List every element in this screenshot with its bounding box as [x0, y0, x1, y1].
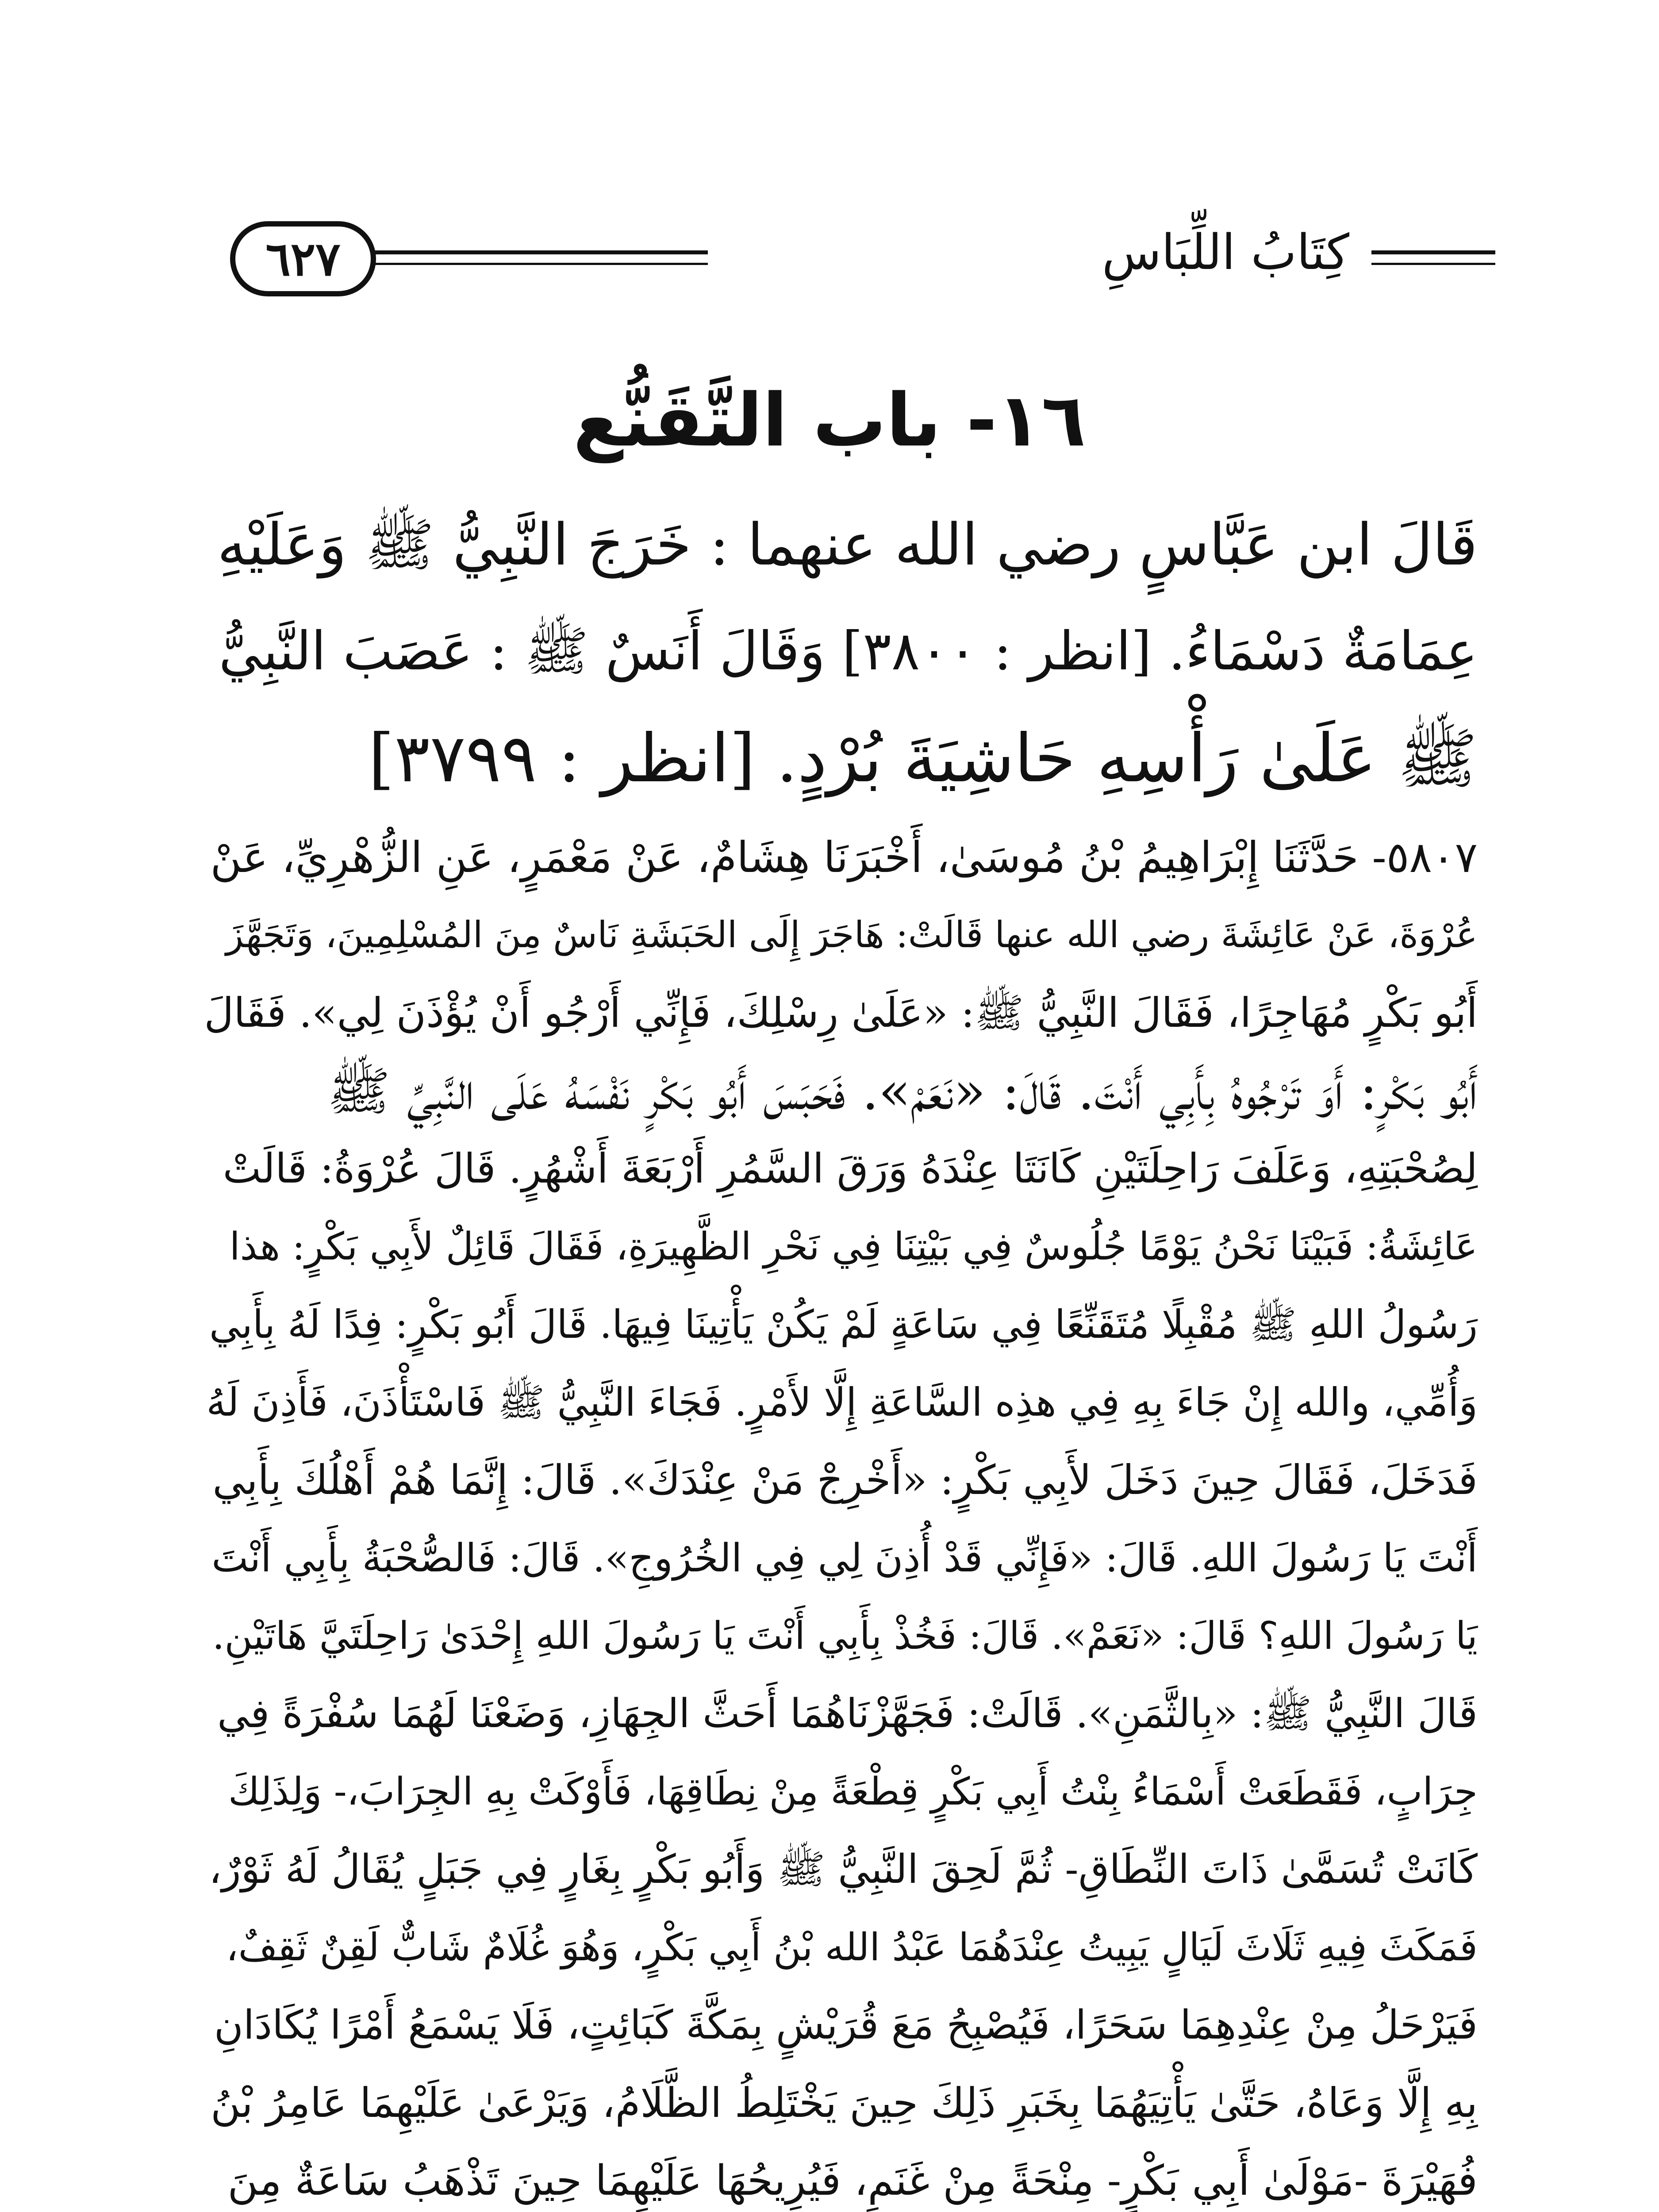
hadith-line: ٥٨٠٧- حَدَّثَنَا إِبْرَاهِيمُ بْنُ مُوسَىٰ، أَخْبَرَنَا هِشَامٌ، عَنْ مَعْمَرٍ، عَنِ الزُّهْرِيِّ، عَنْ	[210, 833, 1478, 882]
hadith-line: يَا رَسُولَ اللهِ؟ قَالَ: «نَعَمْ». قَالَ: فَخُذْ بِأَبِي أَنْتَ يَا رَسُولَ اللهِ إِحْدَىٰ رَاحِلَتَيَّ هَاتَيْنِ.	[212, 1614, 1478, 1658]
hadith-line: فُهَيْرَةَ -مَوْلَىٰ أَبِي بَكْرٍ- مِنْحَةً مِنْ غَنَمٍ، فَيُرِيحُهَا عَلَيْهِمَا حِينَ تَذْهَبُ سَاعَةٌ مِنَ	[227, 2157, 1478, 2205]
header-rule-right	[1371, 250, 1495, 254]
intro-paragraph	[204, 491, 1478, 812]
header-rule-right-thin	[1371, 263, 1495, 265]
hadith-line: جِرَابٍ، فَقَطَعَتْ أَسْمَاءُ بِنْتُ أَبِي بَكْرٍ قِطْعَةً مِنْ نِطَاقِهَا، فَأَوْكَتْ بِهِ الجِرَابَ،- وَلِذَلِكَ	[228, 1770, 1478, 1814]
page-number-badge	[230, 221, 376, 296]
page-number: ٦٢٧	[265, 231, 341, 286]
running-header	[186, 208, 1495, 323]
hadith-line: وَأُمِّي، والله إِنْ جَاءَ بِهِ فِي هذِه السَّاعَةِ إِلَّا لأَمْرٍ. فَجَاءَ النَّبِيُّ ﷺ فَاسْتَأْذَنَ، فَأَذِنَ لَهُ	[206, 1379, 1478, 1425]
hadith-line: كَانَتْ تُسَمَّىٰ ذَاتَ النِّطَاقِ- ثُمَّ لَحِقَ النَّبِيُّ ﷺ وَأَبُو بَكْرٍ بِغَارٍ فِي جَبَلٍ يُقَالُ لَهُ ثَوْرٌ،	[209, 1846, 1478, 1893]
hadith-line: فَمَكَثَ فِيهِ ثَلَاثَ لَيَالٍ يَبِيتُ عِنْدَهُمَا عَبْدُ الله بْنُ أَبِي بَكْرٍ، وَهُوَ غُلَامٌ شَابٌّ لَقِنٌ ثَقِفٌ،	[226, 1925, 1478, 1970]
book-title: كِتَابُ اللِّبَاسِ	[1102, 224, 1349, 280]
header-rule-left-thin	[319, 263, 708, 265]
hadith-paragraph	[204, 818, 1478, 2212]
header-rule-left	[319, 250, 708, 254]
hadith-line: عُرْوَةَ، عَنْ عَائِشَةَ رضي الله عنها قَالَتْ: هَاجَرَ إِلَى الحَبَشَةِ نَاسٌ مِنَ المُسْلِمِينَ، وَتَجَهَّزَ	[226, 914, 1478, 956]
intro-line: ﷺ عَلَىٰ رَأْسِهِ حَاشِيَةَ بُرْدٍ. [انظر : ٣٧٩٩]	[368, 720, 1478, 797]
hadith-line: لِصُحْبَتِهِ، وَعَلَفَ رَاحِلَتَيْنِ كَانَتَا عِنْدَهُ وَرَقَ السَّمُرِ أَرْبَعَةَ أَشْهُرٍ. قَالَ عُرْوَةُ: قَالَتْ	[223, 1145, 1478, 1192]
hadith-line: فَيَرْحَلُ مِنْ عِنْدِهِمَا سَحَرًا، فَيُصْبِحُ مَعَ قُرَيْشٍ بِمَكَّةَ كَبَائِتٍ، فَلَا يَسْمَعُ أَمْرًا يُكَادَانِ	[214, 2002, 1478, 2048]
hadith-line: أَبُو بَكْرٍ مُهَاجِرًا، فَقَالَ النَّبِيُّ ﷺ: «عَلَىٰ رِسْلِكَ، فَإِنِّي أَرْجُو أَنْ يُؤْذَنَ لِي». فَقَالَ	[204, 989, 1478, 1037]
hadith-line: أَبُو بَكْرٍ: أَوَ تَرْجُوهُ بِأَبِي أَنْتَ. قَالَ: «نَعَمْ». فَحَبَسَ أَبُو بَكْرٍ نَفْسَهُ عَلَى النَّبِيِّ ﷺ	[327, 1060, 1478, 1121]
hadith-line: فَدَخَلَ، فَقَالَ حِينَ دَخَلَ لأَبِي بَكْرٍ: «أَخْرِجْ مَنْ عِنْدَكَ». قَالَ: إِنَّمَا هُمْ أَهْلُكَ بِأَبِي	[212, 1456, 1478, 1504]
intro-line: قَالَ ابن عَبَّاسٍ رضي الله عنهما : خَرَجَ النَّبِيُّ ﷺ وَعَلَيْهِ	[217, 511, 1478, 578]
hadith-line: أَنْتَ يَا رَسُولَ اللهِ. قَالَ: «فَإِنِّي قَدْ أُذِنَ لِي فِي الخُرُوجِ». قَالَ: فَالصُّحْبَةُ بِأَبِي أَنْتَ	[211, 1535, 1478, 1581]
hadith-line: بِهِ إِلَّا وَعَاهُ، حَتَّىٰ يَأْتِيَهُمَا بِخَبَرِ ذَلِكَ حِينَ يَخْتَلِطُ الظَّلَامُ، وَيَرْعَىٰ عَلَيْهِمَا عَامِرُ بْنُ	[211, 2079, 1478, 2127]
intro-line: عِمَامَةٌ دَسْمَاءُ. [انظر : ٣٨٠٠] وَقَالَ أَنَسٌ ﷺ : عَصَبَ النَّبِيُّ	[219, 621, 1478, 682]
hadith-line: عَائِشَةُ: فَبَيْنَا نَحْنُ يَوْمًا جُلُوسٌ فِي بَيْتِنَا فِي نَحْرِ الظَّهِيرَةِ، فَقَالَ قَائِلٌ لأَبِي بَكْرٍ: هذا	[229, 1225, 1478, 1269]
hadith-line: رَسُولُ اللهِ ﷺ مُقْبِلًا مُتَقَنِّعًا فِي سَاعَةٍ لَمْ يَكُنْ يَأْتِينَا فِيهَا. قَالَ أَبُو بَكْرٍ: فِدًا لَهُ بِأَبِي	[209, 1302, 1478, 1347]
hadith-line: قَالَ النَّبِيُّ ﷺ: «بِالثَّمَنِ». قَالَتْ: فَجَهَّزْنَاهُمَا أَحَثَّ الجِهَازِ، وَضَعْنَا لَهُمَا سُفْرَةً فِي	[217, 1690, 1478, 1737]
chapter-title: ١٦- باب التَّقَنُّع	[573, 378, 1086, 463]
